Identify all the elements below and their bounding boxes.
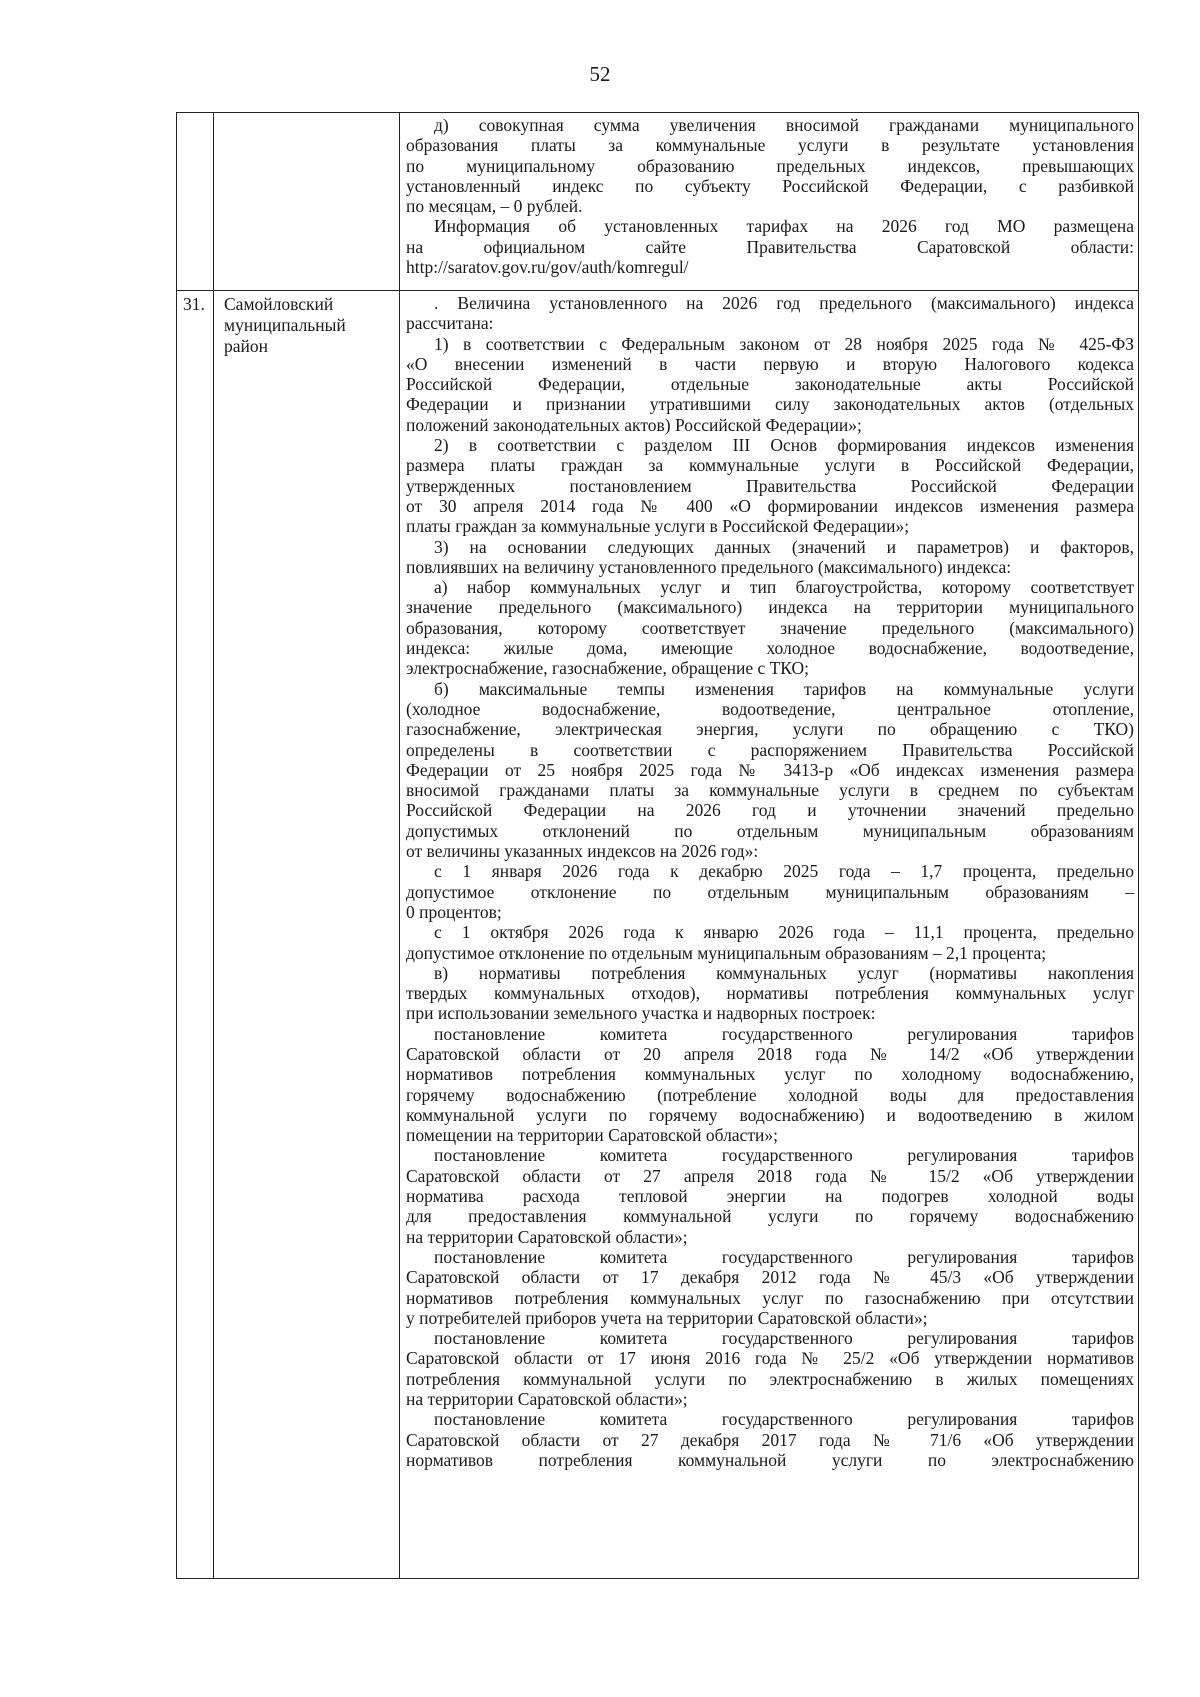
text-line: положений законодательных актов) Российской Федерации»; — [406, 414, 862, 435]
text-line: постановление комитета государственного регулирования тарифов — [434, 1409, 1134, 1430]
municipality-name-line: муниципальный — [224, 315, 346, 335]
text-line: «О внесении изменений в части первую и вторую Налогового кодекса — [406, 353, 1134, 374]
text-paragraph — [406, 216, 1134, 277]
text-line: у потребителей приборов учета на территории Саратовской области»; — [406, 1307, 928, 1328]
text-line: д) совокупная сумма увеличения вносимой гражданами муниципального — [434, 115, 1134, 135]
text-line: на официальном сайте Правительства Саратовской области: — [406, 236, 1134, 257]
text-line: определены в соответствии с распоряжением Правительства Российской — [406, 739, 1134, 760]
text-line: электроснабжение, газоснабжение, обращение с ТКО; — [406, 658, 810, 679]
text-line: потребления коммунальной услуги по электроснабжению в жилых помещениях — [406, 1368, 1134, 1389]
text-line: образования платы за коммунальные услуги в результате установления — [406, 135, 1134, 156]
text-paragraph — [406, 115, 1134, 216]
description-cell — [400, 291, 1139, 1579]
text-line: образования, которому соответствует значение предельного (максимального) — [406, 617, 1134, 638]
text-line: Федерации и признании утратившими силу законодательных актов (отдельных — [406, 394, 1134, 415]
row-number-cell — [177, 113, 214, 291]
text-paragraph — [406, 1145, 1134, 1246]
text-line: при использовании земельного участка и надворных построек: — [406, 1003, 876, 1024]
text-line: Саратовской области от 27 декабря 2017 года № 71/6 «Об утверждении — [406, 1429, 1134, 1450]
text-line: Саратовской области от 17 декабря 2012 года № 45/3 «Об утверждении — [406, 1267, 1134, 1288]
text-line: (холодное водоснабжение, водоотведение, центральное отопление, — [406, 698, 1134, 719]
text-line: от 30 апреля 2014 года № 400 «О формировании индексов изменения размера — [406, 495, 1134, 516]
text-line: постановление комитета государственного регулирования тарифов — [434, 1023, 1134, 1044]
text-line: постановление комитета государственного регулирования тарифов — [434, 1328, 1134, 1349]
text-line: . Величина установленного на 2026 год предельного (максимального) индекса — [434, 293, 1134, 313]
text-line: размера платы граждан за коммунальные услуги в Российской Федерации, — [406, 455, 1134, 476]
text-line: б) максимальные темпы изменения тарифов на коммунальные услуги — [434, 678, 1134, 699]
municipality-name-cell — [214, 113, 400, 291]
text-paragraph — [406, 679, 1134, 862]
text-line[interactable]: http://saratov.gov.ru/gov/auth/komregul/ — [406, 257, 689, 278]
text-paragraph — [406, 537, 1134, 578]
text-paragraph — [406, 963, 1134, 1024]
text-paragraph — [406, 334, 1134, 435]
text-line: Российской Федерации, отдельные законодательные акты Российской — [406, 374, 1134, 395]
text-line: твердых коммунальных отходов), нормативы потребления коммунальных услуг — [406, 983, 1134, 1004]
text-line: 2) в соответствии с разделом III Основ формирования индексов изменения — [434, 435, 1134, 456]
municipality-name-line: район — [224, 336, 268, 356]
text-line: утвержденных постановлением Правительства Российской Федерации — [406, 475, 1134, 496]
text-line: а) набор коммунальных услуг и тип благоустройства, которому соответствует — [434, 577, 1134, 598]
text-line: платы граждан за коммунальные услуги в Российской Федерации»; — [406, 516, 910, 537]
text-line: допустимых отклонений по отдельным муниципальным образованиям — [406, 820, 1134, 841]
text-line: по муниципальному образованию предельных индексов, превышающих — [406, 155, 1134, 176]
tariff-table — [176, 112, 1139, 1579]
text-line: рассчитана: — [406, 313, 494, 334]
municipality-name-cell — [214, 291, 400, 1579]
text-line: 0 процентов; — [406, 901, 502, 922]
text-line: на территории Саратовской области»; — [406, 1226, 688, 1247]
text-line: установленный индекс по субъекту Российской Федерации, с разбивкой — [406, 175, 1134, 196]
table-row-samoylovsky — [177, 291, 1139, 1579]
text-line: Информация об установленных тарифах на 2026 год МО размещена — [434, 216, 1134, 237]
row-number-cell: 31. — [177, 291, 214, 1579]
text-line: помещении на территории Саратовской области»; — [406, 1125, 778, 1146]
text-line: нормативов потребления коммунальной услуги по электроснабжению — [406, 1449, 1134, 1470]
text-line: допустимое отклонение по отдельным муниципальным образованиям – — [406, 881, 1134, 902]
text-paragraph — [406, 577, 1134, 678]
text-paragraph — [406, 1328, 1134, 1409]
text-paragraph — [406, 435, 1134, 536]
text-line: постановление комитета государственного регулирования тарифов — [434, 1246, 1134, 1267]
text-paragraph — [406, 922, 1134, 963]
text-line: Российской Федерации на 2026 год и уточнении значений предельно — [406, 800, 1134, 821]
text-line: Федерации от 25 ноября 2025 года № 3413-р «Об индексах изменения размера — [406, 759, 1134, 780]
text-line: Саратовской области от 17 июня 2016 года № 25/2 «Об утверждении нормативов — [406, 1348, 1134, 1369]
text-line: нормативов потребления коммунальных услуг по холодному водоснабжению, — [406, 1064, 1134, 1085]
municipality-name-line: Самойловский — [224, 294, 334, 314]
text-line: на территории Саратовской области»; — [406, 1389, 688, 1410]
text-line: по месяцам, – 0 рублей. — [406, 196, 583, 217]
text-line: для предоставления коммунальной услуги по горячему водоснабжению — [406, 1206, 1134, 1227]
text-paragraph — [406, 1409, 1134, 1470]
text-paragraph — [406, 1024, 1134, 1146]
text-line: значение предельного (максимального) индекса на территории муниципального — [406, 597, 1134, 618]
page-number: 52 — [589, 62, 611, 86]
text-line: Саратовской области от 27 апреля 2018 года № 15/2 «Об утверждении — [406, 1165, 1134, 1186]
text-paragraph — [406, 861, 1134, 922]
description-cell — [400, 113, 1139, 291]
text-line: в) нормативы потребления коммунальных услуг (нормативы накопления — [434, 962, 1134, 983]
text-line: коммунальной услуги по горячему водоснабжению) и водоотведению в жилом — [406, 1104, 1134, 1125]
text-line: с 1 января 2026 года к декабрю 2025 года – 1,7 процента, предельно — [434, 861, 1134, 882]
text-line: с 1 октября 2026 года к январю 2026 года – 11,1 процента, предельно — [434, 922, 1134, 943]
text-line: допустимое отклонение по отдельным муниципальным образованиям – 2,1 процента; — [406, 942, 1047, 963]
text-line: 3) на основании следующих данных (значений и параметров) и факторов, — [434, 536, 1134, 557]
text-paragraph — [406, 293, 1134, 334]
text-line: от величины указанных индексов на 2026 год»: — [406, 841, 759, 862]
text-line: горячему водоснабжению (потребление холодной воды для предоставления — [406, 1084, 1134, 1105]
text-line: вносимой гражданами платы за коммунальные услуги в среднем по субъектам — [406, 780, 1134, 801]
text-line: норматива расхода тепловой энергии на подогрев холодной воды — [406, 1186, 1134, 1207]
text-paragraph — [406, 1247, 1134, 1328]
table-row-previous — [177, 113, 1139, 291]
text-line: постановление комитета государственного регулирования тарифов — [434, 1145, 1134, 1166]
text-line: газоснабжение, электрическая энергия, услуги по обращению с ТКО) — [406, 719, 1134, 740]
text-line: индекса: жилые дома, имеющие холодное водоснабжение, водоотведение, — [406, 638, 1134, 659]
text-line: повлиявших на величину установленного предельного (максимального) индекса: — [406, 556, 1012, 577]
text-line: 1) в соответствии с Федеральным законом от 28 ноября 2025 года № 425-ФЗ — [434, 333, 1134, 354]
text-line: Саратовской области от 20 апреля 2018 года № 14/2 «Об утверждении — [406, 1043, 1134, 1064]
text-line: нормативов потребления коммунальных услуг по газоснабжению при отсутствии — [406, 1287, 1134, 1308]
